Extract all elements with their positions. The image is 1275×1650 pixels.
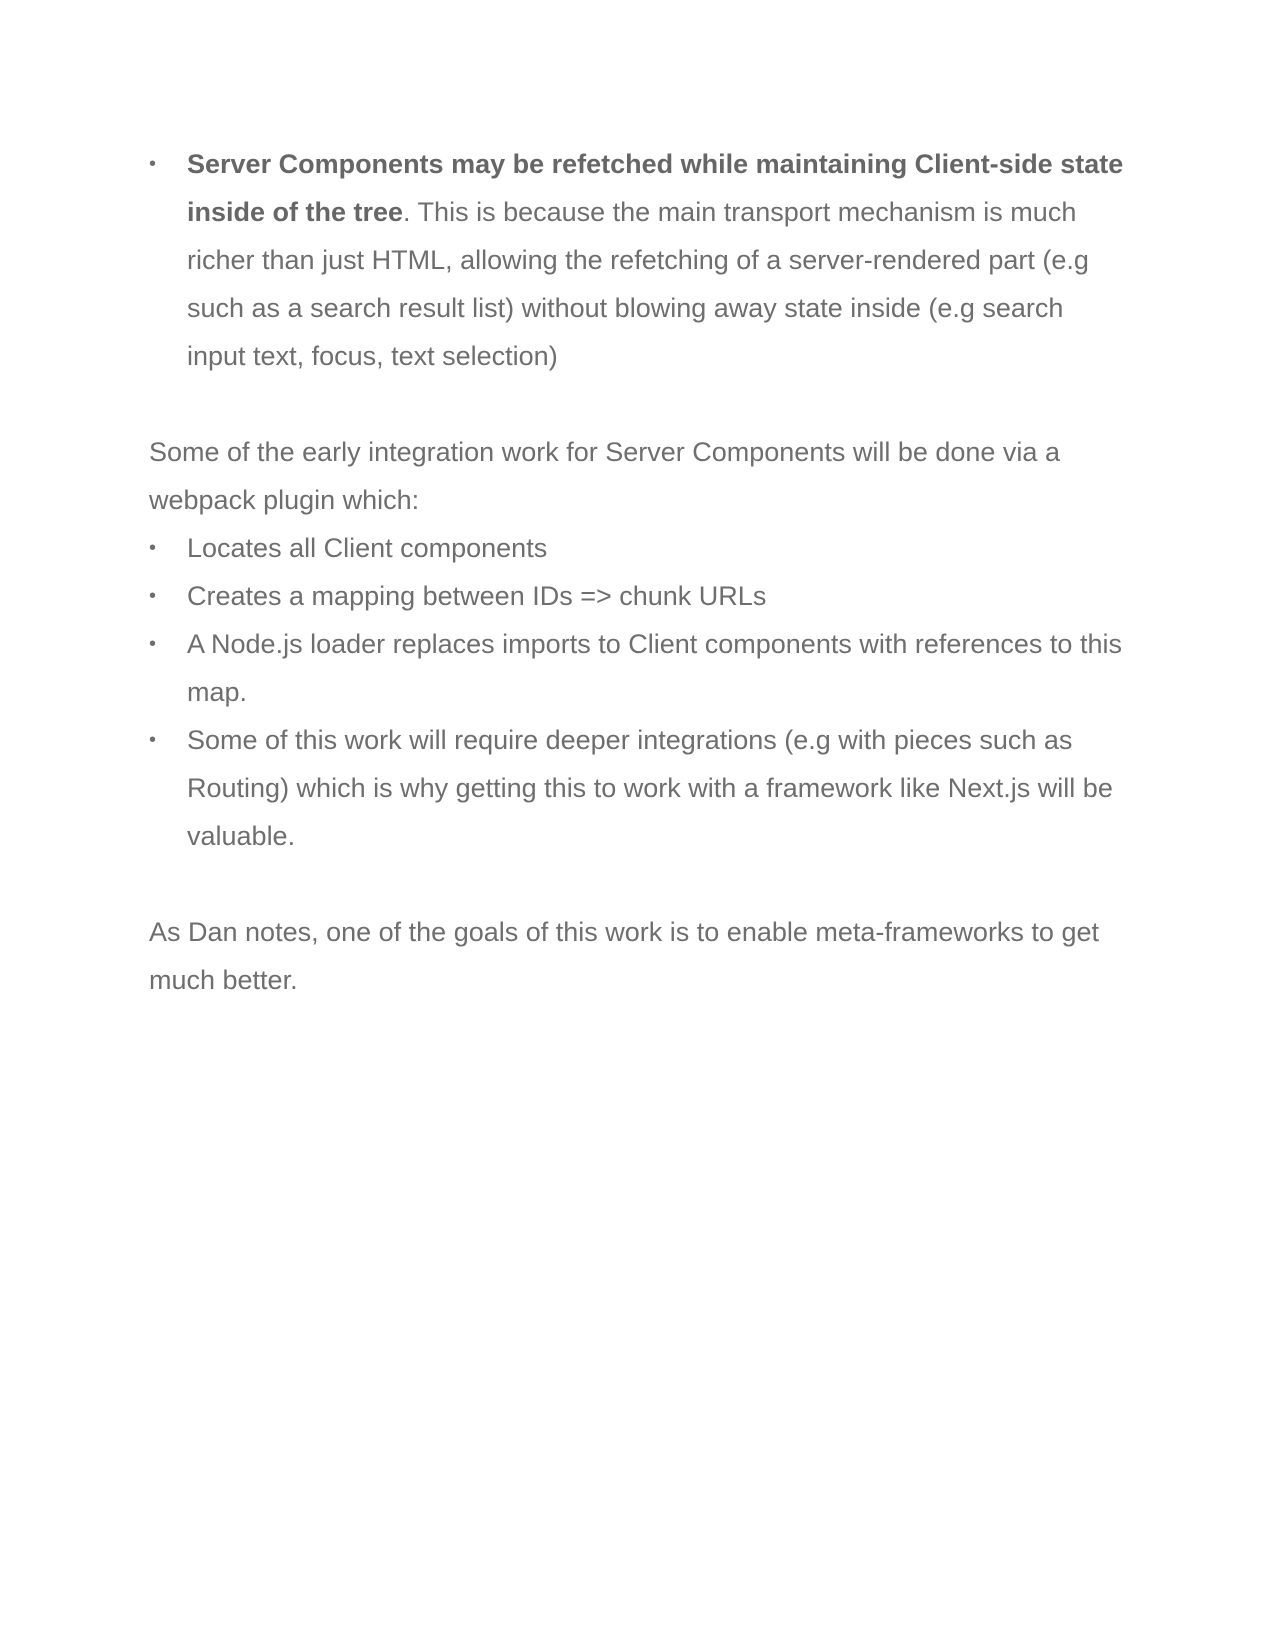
bullet-icon: • xyxy=(149,585,157,607)
intro-paragraph: Some of the early integration work for Server Components will be done via a webpack plugin which: xyxy=(149,437,1060,515)
list-item-bold-lead: Server Components may be refetched while maintaining Client-side state inside of the tree xyxy=(187,149,1124,227)
list-item-text: . This is because the main transport mechanism is much richer than just HTML, allowing the refetching of a server-rendered part (e.g such as a search result list) without blowing away state inside (e.g search input text, focus, text selection) xyxy=(187,197,1089,371)
first-bullet-list xyxy=(149,140,1129,380)
list-item xyxy=(149,524,1129,572)
list-item xyxy=(149,716,1129,860)
second-bullet-list xyxy=(149,524,1129,860)
list-item-text: A Node.js loader replaces imports to Client components with references to this map. xyxy=(187,629,1122,707)
list-item-text: Creates a mapping between IDs => chunk URLs xyxy=(187,581,767,611)
list-item xyxy=(149,572,1129,620)
bullet-icon: • xyxy=(149,729,157,751)
bullet-icon: • xyxy=(149,633,157,655)
bullet-icon: • xyxy=(149,537,157,559)
paragraph-spacer xyxy=(149,380,1129,428)
paragraph-spacer xyxy=(149,860,1129,908)
closing-paragraph: As Dan notes, one of the goals of this work is to enable meta-frameworks to get much better. xyxy=(149,917,1099,995)
list-item xyxy=(149,140,1129,380)
list-item xyxy=(149,620,1129,716)
bullet-icon: • xyxy=(149,153,157,175)
list-item-text: Locates all Client components xyxy=(187,533,548,563)
list-item-text: Some of this work will require deeper integrations (e.g with pieces such as Routing) which is why getting this to work with a framework like Next.js will be valuable. xyxy=(187,725,1113,851)
document-page xyxy=(149,140,1129,1004)
